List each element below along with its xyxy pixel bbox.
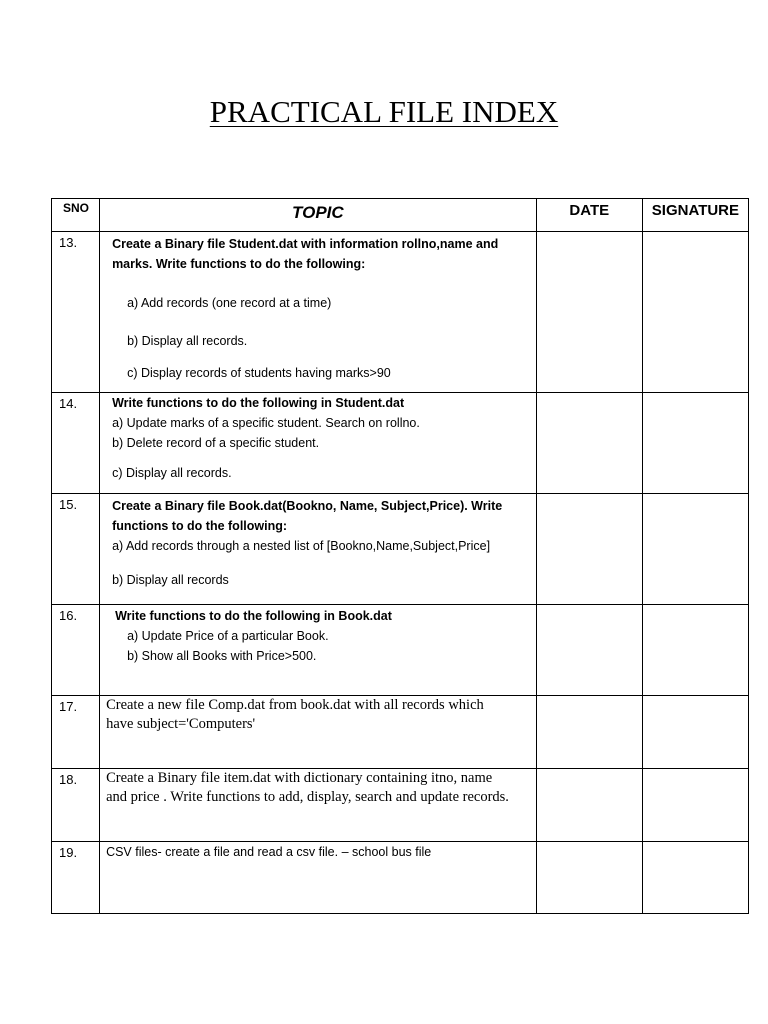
header-signature: SIGNATURE (642, 199, 748, 232)
topic-line: b) Delete record of a specific student. (112, 436, 320, 450)
page-title: PRACTICAL FILE INDEX (209, 94, 559, 129)
topic-line: and price . Write functions to add, display, search and update records. (106, 789, 509, 805)
row-date-cell (536, 769, 642, 842)
header-date: DATE (536, 199, 642, 232)
row-topic (100, 696, 537, 769)
row-sno: 15. (52, 494, 100, 605)
topic-line: marks. Write functions to do the following: (112, 257, 366, 271)
row-signature-cell (642, 769, 748, 842)
topic-line: c) Display all records. (112, 466, 232, 480)
table-row (52, 842, 749, 914)
row-date-cell (536, 842, 642, 914)
header-sno: SNO (52, 199, 100, 232)
row-topic (100, 605, 537, 696)
topic-line: a) Update Price of a particular Book. (127, 629, 329, 643)
topic-line: a) Update marks of a specific student. Search on rollno. (112, 416, 420, 430)
table-row (52, 696, 749, 769)
row-signature-cell (642, 842, 748, 914)
row-sno: 13. (52, 232, 100, 393)
topic-line: functions to do the following: (112, 519, 288, 533)
topic-line: b) Show all Books with Price>500. (127, 649, 317, 663)
topic-line: a) Add records (one record at a time) (127, 296, 332, 310)
topic-line: Write functions to do the following in Student.dat (112, 396, 405, 410)
row-topic (100, 769, 537, 842)
topic-line: Create a Binary file item.dat with dictionary containing itno, name (106, 770, 493, 786)
table-header-row (52, 199, 749, 232)
topic-line: c) Display records of students having marks>90 (127, 366, 391, 380)
row-date-cell (536, 232, 642, 393)
topic-line: Create a Binary file Book.dat(Bookno, Name, Subject,Price). Write (112, 499, 503, 513)
topic-line: b) Display all records (112, 573, 229, 587)
row-date-cell (536, 393, 642, 494)
table-row (52, 393, 749, 494)
row-date-cell (536, 696, 642, 769)
row-topic (100, 393, 537, 494)
row-sno: 16. (52, 605, 100, 696)
topic-line: CSV files- create a file and read a csv file. – school bus file (106, 845, 432, 859)
topic-line: Create a Binary file Student.dat with information rollno,name and (112, 237, 499, 251)
topic-line: Write functions to do the following in Book.dat (115, 609, 392, 623)
row-sno: 14. (52, 393, 100, 494)
row-topic (100, 232, 537, 393)
index-table (51, 198, 749, 914)
table-row (52, 769, 749, 842)
row-date-cell (536, 605, 642, 696)
row-topic (100, 842, 537, 914)
row-sno: 18. (52, 769, 100, 842)
row-date-cell (536, 494, 642, 605)
table-row (52, 494, 749, 605)
table-row (52, 605, 749, 696)
topic-line: have subject='Computers' (106, 716, 256, 732)
row-signature-cell (642, 393, 748, 494)
row-signature-cell (642, 696, 748, 769)
row-sno: 17. (52, 696, 100, 769)
table-row (52, 232, 749, 393)
topic-line: b) Display all records. (127, 334, 248, 348)
header-topic: TOPIC (100, 199, 537, 232)
row-topic (100, 494, 537, 605)
row-signature-cell (642, 605, 748, 696)
topic-line: Create a new file Comp.dat from book.dat with all records which (106, 697, 484, 713)
row-signature-cell (642, 494, 748, 605)
topic-line: a) Add records through a nested list of [Bookno,Name,Subject,Price] (112, 539, 491, 553)
row-sno: 19. (52, 842, 100, 914)
row-signature-cell (642, 232, 748, 393)
